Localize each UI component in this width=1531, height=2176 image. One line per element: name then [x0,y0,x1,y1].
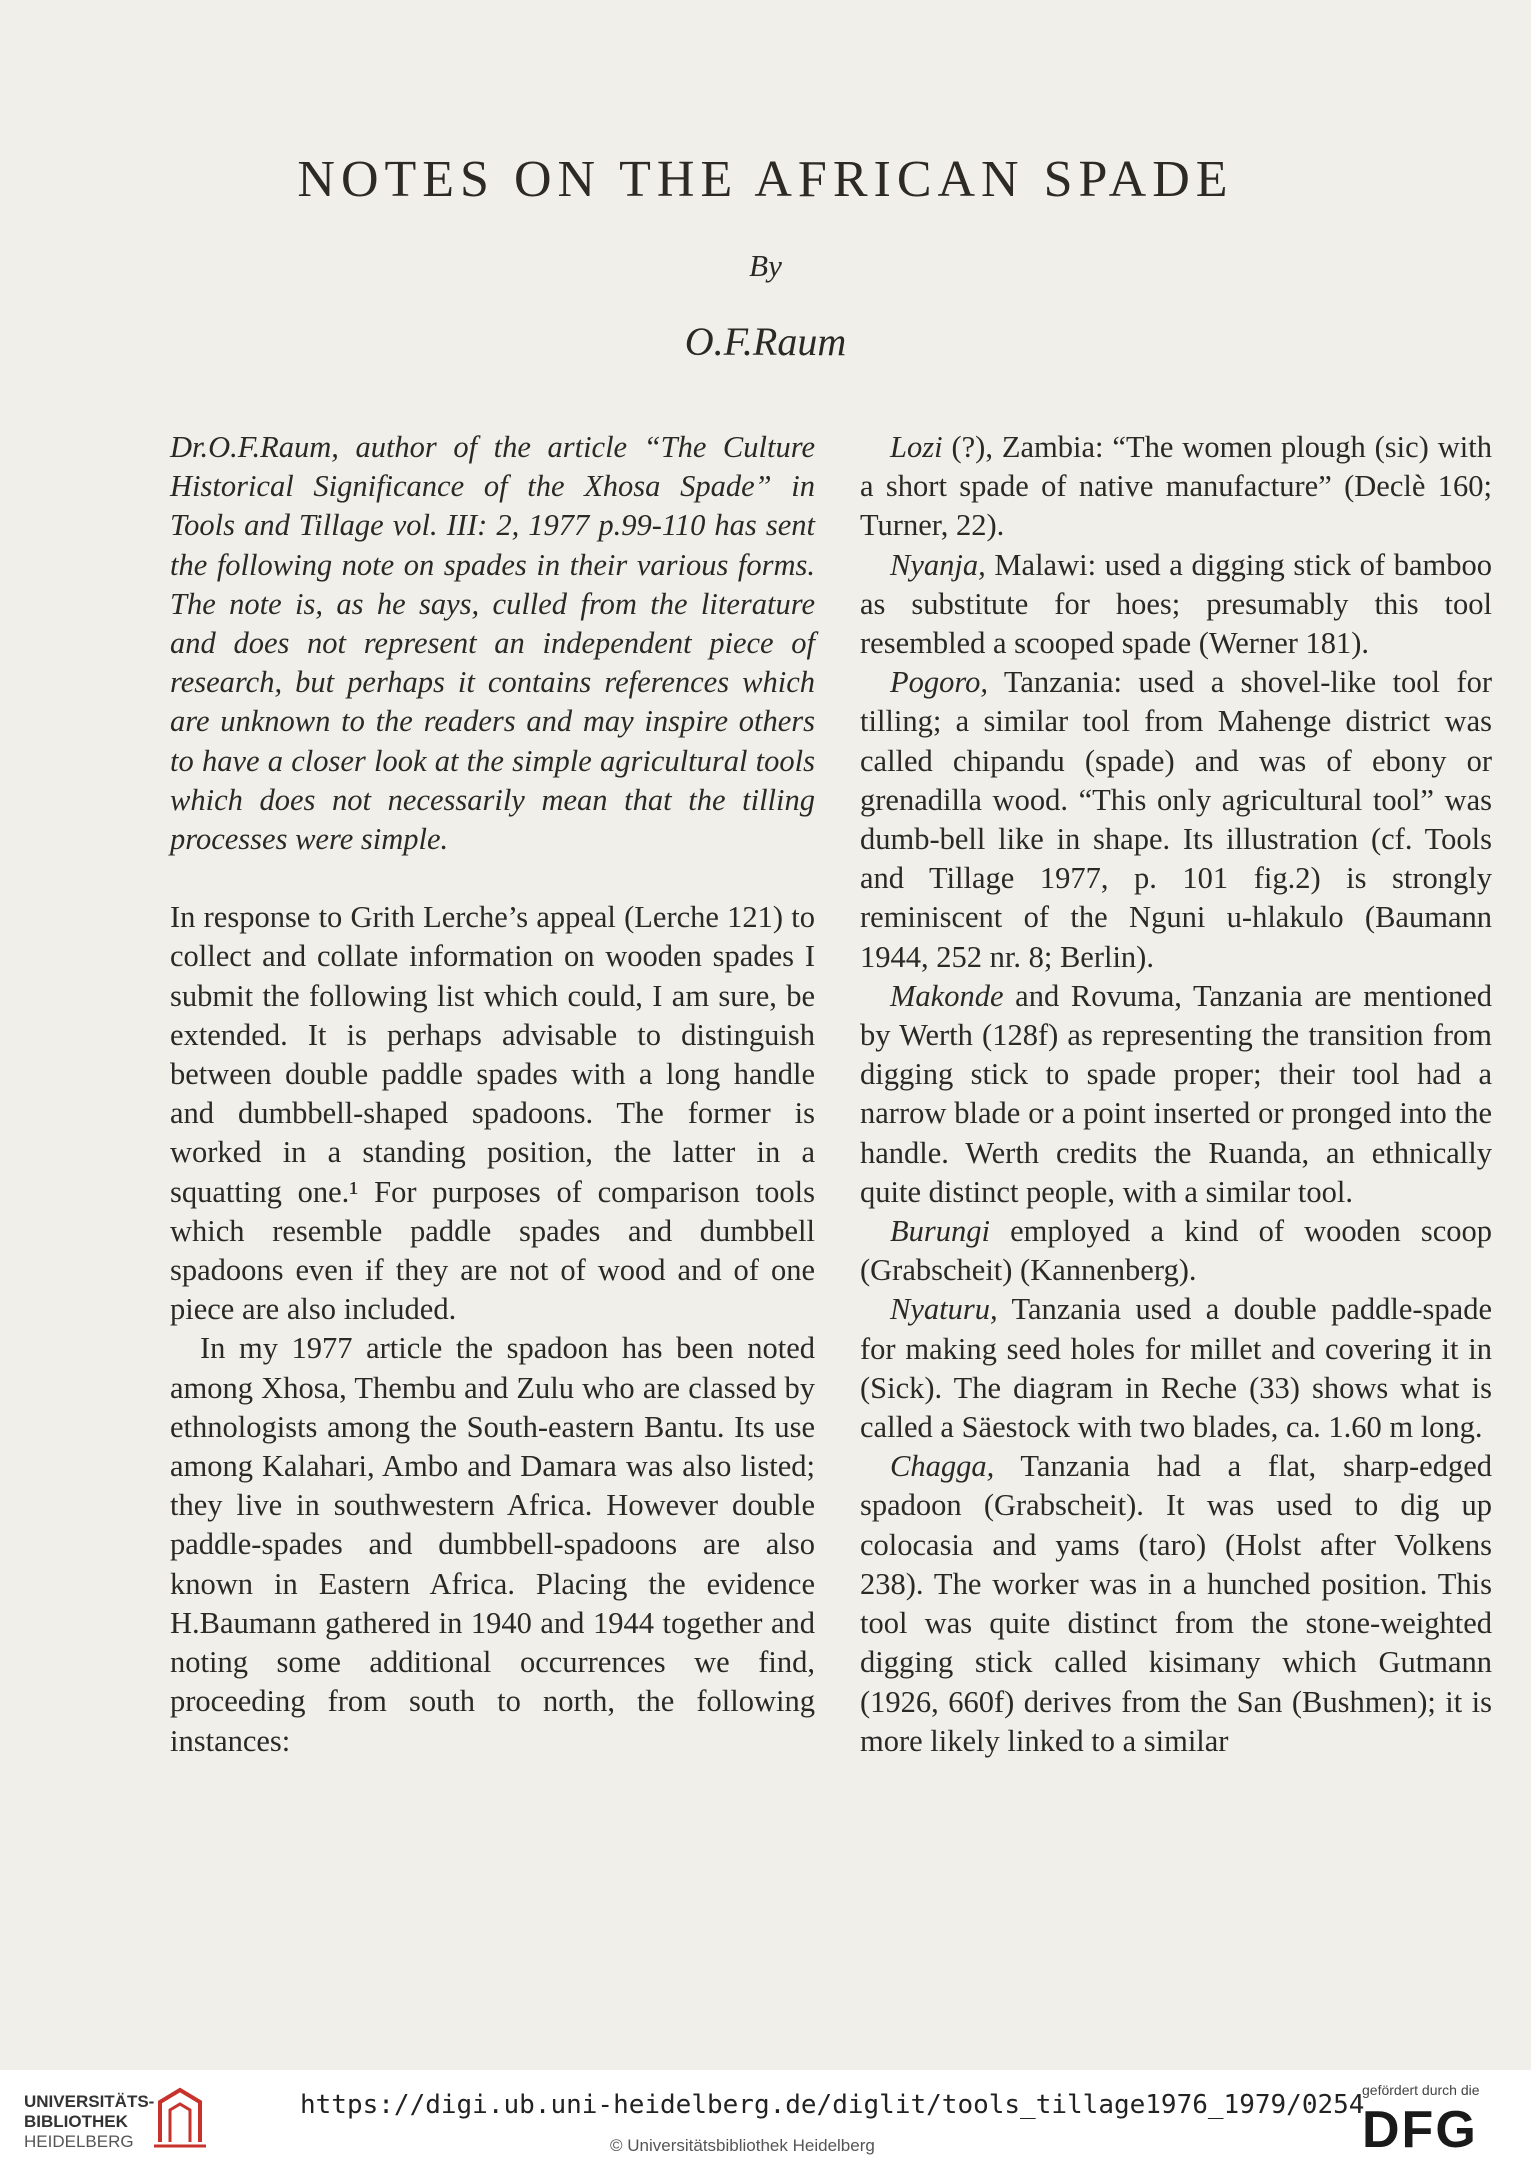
body-paragraph: In my 1977 article the spadoon has been noted among Xhosa, Thembu and Zulu who are classed by ethnologists among the South-eastern Bantu. Its use among Kalahari, Ambo and Damara was also listed; they live in southwestern Africa. However double paddle-spades and dumbbell-spadoons are also known in Eastern Africa. Placing the evidence H.Baumann gathered in 1940 and 1944 together and noting some additional occurrences we find, proceeding from south to north, the following instances: [170,1331,815,1758]
entry-paragraph [860,1212,1492,1290]
entry-paragraph [860,1447,1492,1761]
entry-text: Tanzania: used a shovel-like tool for tilling; a similar tool from Mahenge district was called chipandu (spade) and was of ebony or grenadilla wood. “This only agricultural tool” was dumb-bell like in shape. Its illustration (cf. Tools and Tillage 1977, p. 101 fig.2) is strongly reminiscent of the Nguni u-hlakulo (Baumann 1944, 252 nr. 8; Berlin). [860,665,1492,974]
entry-paragraph [860,663,1492,977]
byline: By [749,248,782,283]
ethnic-group-term: Chagga, [890,1449,995,1484]
entry-text: Tanzania had a flat, sharp-edged spadoon (Grabscheit). It was used to dig up colocasia and yams (taro) (Holst after Volkens 238). The worker was in a hunched position. This tool was quite distinct from the stone-weighted digging stick called kisimany which Gutmann (1926, 660f) derives from the San (Bushmen); it is more likely linked to a similar [860,1449,1492,1758]
library-emblem-icon [150,2082,210,2152]
author-name: O.F.Raum [684,319,847,364]
entry-paragraph [860,1290,1492,1447]
permalink-url[interactable]: https://digi.ub.uni-heidelberg.de/diglit/tools_tillage1976_1979/0254 [300,2090,1365,2120]
dfg-logo[interactable]: DFG [1362,2101,1478,2159]
ethnic-group-term: Makonde [890,978,1004,1013]
library-name-line3: HEIDELBERG [24,2132,134,2151]
left-column [170,428,815,1761]
entry-text: (?), Zambia: “The women plough (sic) with a short spade of native manufacture” (Declè 160; Turner, 22). [860,430,1492,543]
entry-paragraph [860,428,1492,546]
entry-text: and Rovuma, Tanzania are mentioned by Werth (128f) as representing the transition from digging stick to spade proper; their tool had a narrow blade or a point inserted or pronged into the handle. Werth credits the Ruanda, an ethnically quite distinct people, with a similar tool. [860,978,1492,1209]
ethnic-group-term: Nyanja, [890,547,986,582]
entry-text: Malawi: used a digging stick of bamboo as substitute for hoes; presumably this tool resembled a scooped spade (Werner 181). [860,547,1492,661]
article-title: NOTES ON THE AFRICAN SPADE [297,151,1234,208]
entry-paragraph [860,977,1492,1212]
entry-text: Tanzania used a double paddle-spade for making seed holes for millet and covering it in (Sick). The diagram in Reche (33) shows what is called a Säestock with two blades, ca. 1.60 m long. [860,1292,1492,1445]
funding-note: gefördert durch die [1362,2082,1480,2098]
right-column [860,428,1492,1761]
library-name-line2: BIBLIOTHEK [24,2112,128,2131]
entry-paragraph [860,546,1492,664]
viewer-footer [0,2070,1531,2176]
body-paragraph: In response to Grith Lerche’s appeal (Lerche 121) to collect and collate information on wooden spades I submit the following list which could, I am sure, be extended. It is perhaps advisable to distinguish between double paddle spades with a long handle and dumbbell-shaped spadoons. The former is worked in a standing position, the latter in a squatting one.¹ For purposes of comparison tools which resemble paddle spades and dumbbell spadoons even if they are not of wood and of one piece are also included. [170,900,815,1327]
copyright-notice: © Universitätsbibliothek Heidelberg [610,2136,875,2155]
entry-text: employed a kind of wooden scoop (Grabscheit) (Kannenberg). [860,1214,1492,1288]
ethnic-group-term: Nyaturu, [890,1292,998,1327]
ethnic-group-term: Lozi [890,430,943,464]
library-name-line1: UNIVERSITÄTS- [24,2092,155,2111]
library-logo-text[interactable] [24,2092,154,2152]
ethnic-group-term: Pogoro, [890,665,988,700]
ethnic-group-term: Burungi [890,1214,990,1249]
editorial-intro: Dr.O.F.Raum, author of the article “The Culture Historical Significance of the Xhosa Spade” in Tools and Tillage vol. III: 2, 1977 p.99-110 has sent the following note on spades in their various forms. The note is, as he says, culled from the literature and does not represent an independent piece of research, but perhaps it contains references which are unknown to the readers and may inspire others to have a closer look at the simple agricultural tools which does not necessarily mean that the tilling processes were simple. [170,430,815,857]
